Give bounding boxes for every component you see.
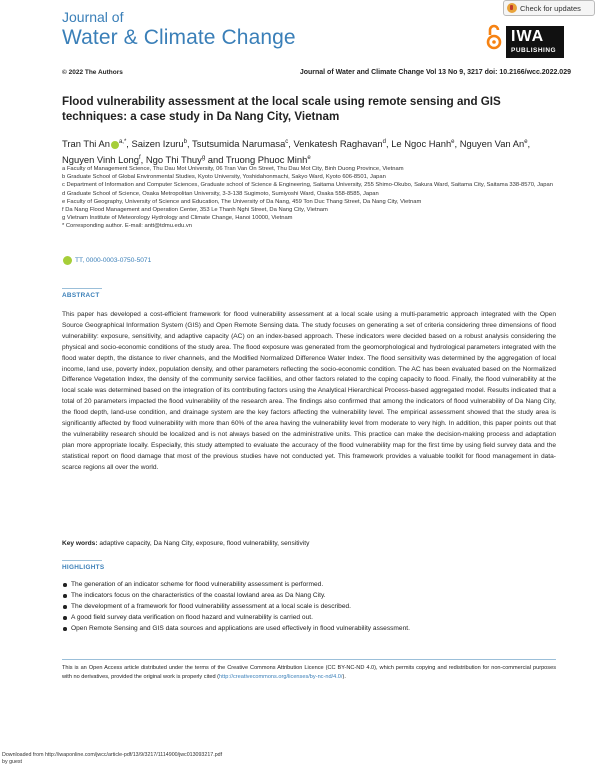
check-for-updates-label: Check for updates [520,3,581,13]
publishing-logo-text: PUBLISHING [511,47,557,54]
author-affiliation-mark: a,* [118,139,127,145]
affiliation-item: a Faculty of Management Science, Thu Dau Mot University, 06 Tran Van On Street, Thu Dau Mot City, Binh Duong Province, Vietnam [62,166,404,172]
author-affiliation-mark: g [201,155,206,162]
author-affiliation-mark: e [524,139,528,145]
author-name: Tsutsumida Narumasa [192,138,286,150]
article-title: Flood vulnerability assessment at the local scale using remote sensing and GIS techniques: a case study in Da Nang City, Vietnam [62,95,501,123]
license-divider [62,659,556,660]
abstract-heading: ABSTRACT [62,292,100,299]
highlight-item: A good field survey data verification on flood hazard and vulnerability is carried out. [62,612,556,623]
license-notice [62,664,556,682]
highlights-heading: HIGHLIGHTS [62,564,105,571]
author-name: Nguyen Van An [459,138,525,150]
abstract-divider [62,288,102,289]
affiliation-item: c Department of Information and Computer Sciences, Graduate school of Science & Engineering, Saitama University, 255 Shimo-Okubo, Sakura Ward, Saitama City, Saitama 338-8570, Japan [62,182,553,189]
check-for-updates-button[interactable] [503,0,595,16]
abstract-body: This paper has developed a cost-efficient framework for flood vulnerability assessment at a local scale using a multi-parametric approach integrated with the Open Source Geographical Information System (GIS) and Open Remote Sensing data. The study focuses on generating a set of criteria considering three dimensions of flood vulnerability: exposure, sensitivity, and adaptive capacity (AC) on an index-based approach. These indicators were decided based on a robust analysis considering the physical and socio-economic conditions of the study area. The flood exposure was generated from the geomorphological and hydrological parameters integrated with the flood water depth, the distance to river channels, and the Modified Normalized Difference Water Index. The flood sensitivity was determined by the aggregation of local income, land use, poverty index, population density, and other parameters reflecting the socio-economic condition. The AC has been evaluated based on the Normalized Difference Vegetation Index, the density of the community service facilities, and other factors related to the coping capacity to flood. Finally, the flood vulnerability at the local scale was determined based on the integration of its contributing factors using the Analytical Hierarchical Process-based aggregated model. Results indicated that a total of 20 parameters impacted the flood vulnerability of the research area. The findings also confirmed that among the indicators of flood vulnerability of Da Nang City, the flood depth, land-use condition, and drainage system are the key factors affecting the vulnerability level. The empirical assessment showed that the study area is significantly affected by flood vulnerability with more than 60% of the area having the vulnerability level from moderate to very high. In addition, this paper points out that the vulnerability research should be localized and is not always based on the administrative units. This practice can make the decision-making process and adaptation plan more appropriate locally. Especially, this study attempted to evaluate the accuracy of the flood vulnerability map for the first time by using field survey data and the statistical report on flood damage that most of the previous studies have not conducted yet. This framework provides a valuable toolkit for flood management in data-scarce regions all over the world. [62,311,556,471]
affiliation-item: e Faculty of Geography, University of Science and Education, The University of Da Nang, 459 Ton Duc Thang Street, Da Nang City, Vietnam [62,198,422,205]
author-affiliation-mark: f [138,155,141,162]
affiliation-item: b Graduate School of Global Environmental Studies, Kyoto University, Yoshidahonmachi, Sakyo Ward, Kyoto 606-8501, Japan [62,174,386,181]
copyright: © 2022 The Authors [62,69,123,76]
author-affiliation-mark: d [382,139,386,145]
highlights-list [62,579,556,634]
highlight-item: The indicators focus on the characteristics of the coastal lowland area as Da Nang City. [62,590,556,601]
author-affiliation-mark: c [285,139,289,145]
journal-title-line2: Water & Climate Change [62,26,296,49]
download-line2: by guest [2,758,23,765]
download-line1: Downloaded from http://iwaponline.com/jwcc/article-pdf/13/9/3217/1114900/jwc013093217.pdf [2,752,223,758]
author-name: Truong Phuoc Minh [225,154,308,166]
author-name: Tran Thi An [62,138,110,150]
author-affiliation-mark: e [451,139,455,145]
bookmark-icon [507,3,517,13]
citation: Journal of Water and Climate Change Vol 13 No 9, 3217 doi: 10.2166/wcc.2022.029 [299,69,571,76]
iwa-publishing-logo [506,26,564,58]
highlight-item: The development of a framework for flood vulnerability assessment at a local scale is described. [62,601,556,612]
keywords-label: Key words: [62,540,98,547]
journal-title-line1: Journal of [62,9,124,25]
affiliation-item: * Corresponding author. E-mail: antt@tdmu.edu.vn [62,223,192,230]
download-notice [2,752,222,765]
affiliation-item: g Vietnam Institute of Meteorology Hydrology and Climate Change, Hanoi 10000, Vietnam [62,215,293,222]
orcid-icon [63,256,72,265]
keywords-value: adaptive capacity, Da Nang City, exposure, flood vulnerability, sensitivity [99,540,310,547]
author-affiliation-mark: b [183,139,187,145]
license-text: This is an Open Access article distributed under the terms of the Creative Commons Attribution Licence (CC BY-NC-ND 4.0), which permits copying and redistribution for non-commercial purposes with no derivatives, provided the original work is properly cited ( [62,665,556,680]
affiliations [62,165,562,231]
highlight-item: Open Remote Sensing and GIS data sources and applications are used effectively in flood vulnerability assessment. [62,623,556,634]
open-access-lock-icon [486,24,502,50]
author-name: Ngo Thi Thuy [145,154,202,166]
highlights-divider [62,560,102,561]
keywords [62,540,556,547]
iwa-logo-text: IWA [511,28,545,45]
author-list: Tran Thi An $^{a,*}$, Saizen Izuru$^b$, Tsutsumida Narumasa$^c$, Venkatesh Raghavan$^d$, Le Ngoc Hanh$^e$, Nguyen Van An$^e$, Nguyen Vinh Long$^f$, Ngo Thi Thuy$^g$ and Truong Phuoc Minh$^e$ [62,138,531,166]
author-name: Nguyen Vinh Long [62,154,139,166]
license-link[interactable]: http://creativecommons.org/licenses/by-nc-nd/4.0/ [219,674,343,680]
author-affiliation-mark: e [307,155,311,162]
orcid-icon[interactable] [111,141,119,149]
orcid-text: TT, 0000-0003-0750-5071 [75,257,152,264]
license-end: ). [342,674,346,680]
author-name: Le Ngoc Hanh [391,138,452,150]
orcid-link[interactable] [62,256,151,265]
affiliation-item: d Graduate School of Science, Osaka Metropolitan University, 3-3-138 Sugimoto, Sumiyoshi Ward, Osaka 558-8585, Japan [62,190,379,197]
highlight-item: The generation of an indicator scheme for flood vulnerability assessment is performed. [62,579,556,590]
affiliation-item: f Da Nang Flood Management and Operation Center, 353 Le Thanh Nghi Street, Da Nang City, Vietnam [62,207,328,214]
author-name: Saizen Izuru [131,138,184,150]
author-name: Venkatesh Raghavan [293,138,383,150]
